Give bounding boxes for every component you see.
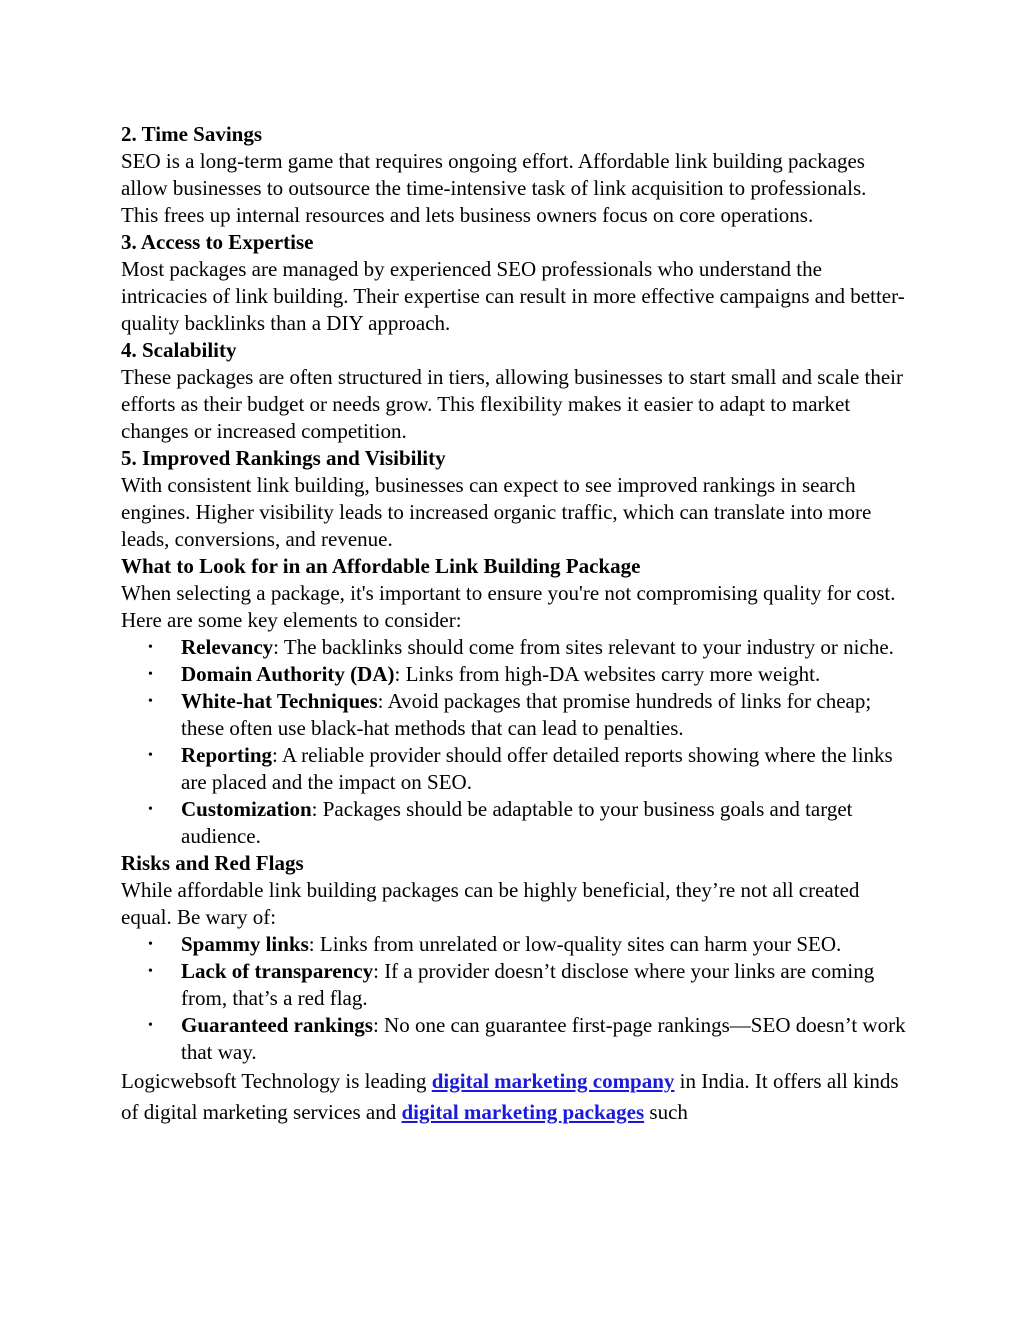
bullet-icon: • (148, 640, 153, 655)
bullet-icon: • (148, 667, 153, 682)
section-heading-access-to-expertise: 3. Access to Expertise (121, 230, 314, 254)
document-page (121, 121, 906, 1128)
what-to-look-for-intro: When selecting a package, it's important to ensure you're not compromising quality for cost. Here are some key elements to consider: (121, 581, 896, 632)
bullet-icon: • (148, 802, 153, 817)
bullet-icon: • (148, 1018, 153, 1033)
closing-text-part3: such (644, 1100, 688, 1124)
bullet-icon: • (148, 694, 153, 709)
list-item-term: Customization (181, 797, 312, 821)
list-item (148, 742, 906, 796)
section-body-time-savings: SEO is a long-term game that requires ongoing effort. Affordable link building packages allow businesses to outsource the time-intensive task of link acquisition to professionals. This frees up internal resources and lets business owners focus on core operations. (121, 149, 867, 227)
section-heading-scalability: 4. Scalability (121, 338, 237, 362)
list-item-term: Relevancy (181, 635, 274, 659)
section-body-access-to-expertise: Most packages are managed by experienced SEO professionals who understand the intricacies of link building. Their expertise can result in more effective campaigns and better-quality backlinks than a DIY approach. (121, 257, 905, 335)
risks-intro: While affordable link building packages can be highly beneficial, they’re not all created equal. Be wary of: (121, 878, 860, 929)
list-item (148, 634, 906, 661)
risks-heading: Risks and Red Flags (121, 851, 304, 875)
list-item (148, 661, 906, 688)
closing-text-part1: Logicwebsoft Technology is leading (121, 1069, 432, 1093)
section-heading-time-savings: 2. Time Savings (121, 122, 263, 146)
list-item (148, 1012, 906, 1066)
list-item-term: Reporting (181, 743, 272, 767)
list-item (148, 796, 906, 850)
list-item-desc: : Avoid packages that promise hundreds of links for cheap; these often use black-hat methods that can lead to penalties. (181, 689, 872, 740)
closing-text-part2: in India. It offers all kinds of digital marketing services and (121, 1069, 899, 1124)
list-item (148, 958, 906, 1012)
list-item-desc: : A reliable provider should offer detailed reports showing where the links are placed and the impact on SEO. (181, 743, 893, 794)
bullet-icon: • (148, 937, 153, 952)
list-item-term: White-hat Techniques (181, 689, 378, 713)
list-item-desc: : Links from high-DA websites carry more weight. (394, 662, 821, 686)
digital-marketing-packages-link[interactable]: digital marketing packages (401, 1100, 645, 1124)
list-item-term: Domain Authority (DA) (181, 662, 395, 686)
closing-paragraph (121, 1066, 906, 1128)
list-item (148, 688, 906, 742)
section-heading-improved-rankings: 5. Improved Rankings and Visibility (121, 446, 446, 470)
list-item-term: Lack of transparency (181, 959, 374, 983)
digital-marketing-company-link[interactable]: digital marketing company (431, 1069, 675, 1093)
section-body-scalability: These packages are often structured in tiers, allowing businesses to start small and scale their efforts as their budget or needs grow. This flexibility makes it easier to adapt to market changes or increased competition. (121, 365, 904, 443)
list-item-desc: : No one can guarantee first-page rankings—SEO doesn’t work that way. (181, 1013, 906, 1064)
bullet-icon: • (148, 964, 153, 979)
list-item-term: Guaranteed rankings (181, 1013, 373, 1037)
list-item-desc: : The backlinks should come from sites relevant to your industry or niche. (273, 635, 894, 659)
list-item-desc: : If a provider doesn’t disclose where your links are coming from, that’s a red flag. (181, 959, 875, 1010)
list-item (148, 931, 906, 958)
list-item-desc: : Packages should be adaptable to your business goals and target audience. (181, 797, 853, 848)
list-item-term: Spammy links (181, 932, 309, 956)
risks-list (121, 931, 906, 1066)
section-body-improved-rankings: With consistent link building, businesses can expect to see improved rankings in search engines. Higher visibility leads to increased organic traffic, which can translate into more leads, conversions, and revenue. (121, 473, 872, 551)
list-item-desc: : Links from unrelated or low-quality sites can harm your SEO. (308, 932, 842, 956)
what-to-look-for-heading: What to Look for in an Affordable Link Building Package (121, 554, 641, 578)
bullet-icon: • (148, 748, 153, 763)
what-to-look-for-list (121, 634, 906, 850)
